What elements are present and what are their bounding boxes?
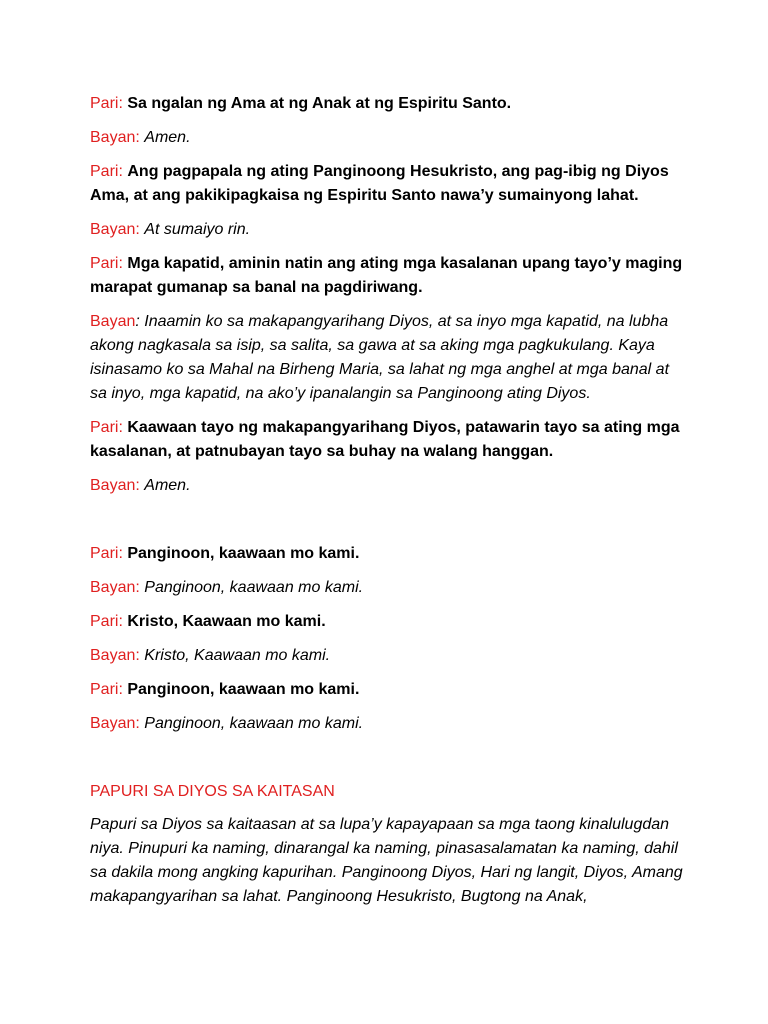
dialogue-text: : Inaamin ko sa makapangyarihang Diyos, at sa inyo mga kapatid, na lubha akong nagkasala sa isip, sa salita, sa gawa at sa aking mga pagkukulang. Kaya isinasamo ko sa Mahal na Birheng Maria, sa lahat ng mga anghel at mga banal at sa inyo, mga kapatid, na ako’y ipanalangin sa Panginoong ating Diyos.: [90, 313, 670, 402]
dialogue-text: Panginoon, kaawaan mo kami.: [127, 681, 360, 698]
dialogue-line: [90, 576, 690, 600]
section-heading: PAPURI SA DIYOS SA KAITASAN: [90, 783, 335, 800]
dialogue-text: Amen.: [144, 477, 191, 494]
dialogue-text: Panginoon, kaawaan mo kami.: [144, 579, 364, 596]
dialogue-line: [90, 310, 690, 406]
speaker-label: Bayan:: [90, 715, 140, 732]
speaker-label: Bayan:: [90, 221, 140, 238]
dialogue-line: [90, 542, 690, 566]
dialogue-line: [90, 160, 690, 208]
section-spacer: [90, 508, 690, 542]
speaker-label: Pari:: [90, 613, 123, 630]
dialogue-text: Kristo, Kaawaan mo kami.: [127, 613, 326, 630]
dialogue-text: Panginoon, kaawaan mo kami.: [144, 715, 364, 732]
dialogue-text: Sa ngalan ng Ama at ng Anak at ng Espiritu Santo.: [127, 95, 512, 112]
speaker-label: Bayan:: [90, 647, 140, 664]
dialogue-text: Ang pagpapala ng ating Panginoong Hesukristo, ang pag-ibig ng Diyos Ama, at ang pakikipagkaisa ng Espiritu Santo nawa’y sumainyong lahat.: [90, 163, 669, 204]
speaker-label: Bayan:: [90, 477, 140, 494]
speaker-label: Pari:: [90, 255, 123, 272]
dialogue-line: [90, 644, 690, 668]
dialogue-text: Mga kapatid, aminin natin ang ating mga kasalanan upang tayo’y maging marapat gumanap sa banal na pagdiriwang.: [90, 255, 683, 296]
speaker-label: Pari:: [90, 681, 123, 698]
dialogue-line: [90, 126, 690, 150]
dialogue-text: Amen.: [144, 129, 191, 146]
speaker-label: Bayan:: [90, 579, 140, 596]
dialogue-line: [90, 610, 690, 634]
speaker-label: Pari:: [90, 163, 123, 180]
speaker-label: Pari:: [90, 95, 123, 112]
dialogue-line: [90, 218, 690, 242]
dialogue-text: Kristo, Kaawaan mo kami.: [144, 647, 331, 664]
document-page: [90, 92, 690, 919]
speaker-label: Pari:: [90, 545, 123, 562]
dialogue-line: [90, 678, 690, 702]
section-spacer: [90, 746, 690, 780]
speaker-label: Pari:: [90, 419, 123, 436]
speaker-label: Bayan:: [90, 129, 140, 146]
dialogue-line: [90, 474, 690, 498]
dialogue-line: [90, 92, 690, 116]
dialogue-text: Panginoon, kaawaan mo kami.: [127, 545, 360, 562]
gloria-paragraph: Papuri sa Diyos sa kaitaasan at sa lupa’y kapayapaan sa mga taong kinalulugdan niya. Pinupuri ka naming, dinarangal ka naming, pinasasalamatan ka naming, dahil sa dakila mong angking kapurihan. Panginoong Diyos, Hari ng langit, Diyos, Amang makapangyarihan sa lahat. Panginoong Hesukristo, Bugtong na Anak,: [90, 816, 683, 905]
dialogue-text: Kaawaan tayo ng makapangyarihang Diyos, patawarin tayo sa ating mga kasalanan, at patnubayan tayo sa buhay na walang hanggan.: [90, 419, 680, 460]
dialogue-text: At sumaiyo rin.: [144, 221, 251, 238]
speaker-label: Bayan: [90, 313, 136, 330]
dialogue-line: [90, 252, 690, 300]
dialogue-line: [90, 416, 690, 464]
dialogue-line: [90, 712, 690, 736]
